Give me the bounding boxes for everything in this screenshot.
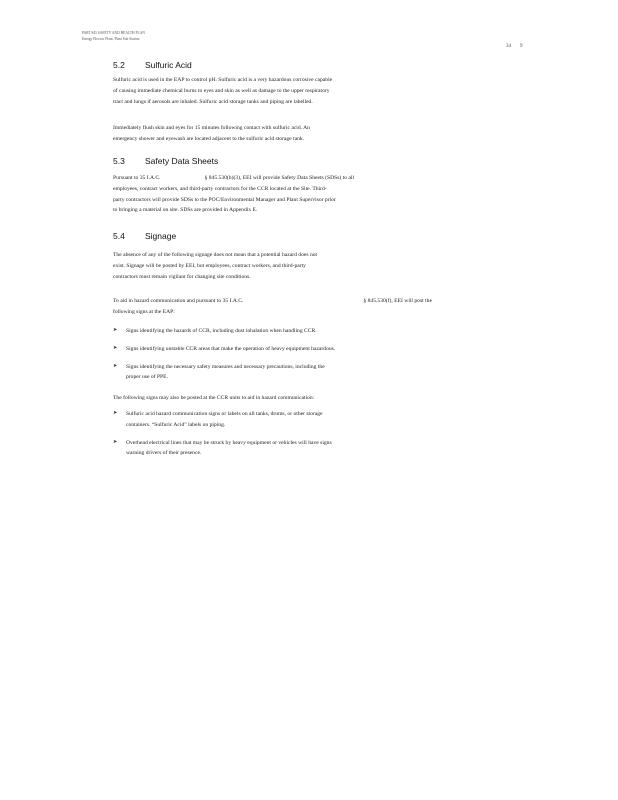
section-heading-5-2: [113, 60, 192, 70]
text-line: [113, 173, 383, 184]
header-title: PART 845 SAFETY AND HEALTH PLAN: [82, 31, 145, 35]
section-number: 5.4: [113, 231, 125, 241]
page-number: [506, 44, 532, 49]
bullet-icon: ➤: [113, 439, 118, 445]
section-heading-5-4: [113, 231, 176, 241]
page-number-value: 34: [506, 44, 511, 49]
section-title: Signage: [145, 231, 177, 241]
section-title: Sulfuric Acid: [145, 60, 192, 70]
bullet-icon: ➤: [113, 411, 118, 416]
text-line: Sulfuric acid hazard communication signs or labels on all tanks, drums, or other storage: [126, 411, 323, 417]
optional-signs-paragraph: [113, 393, 383, 404]
bullet-icon: ➤: [113, 328, 118, 333]
header-subtitle: Energy Electric Plant, Plant Site Station: [82, 36, 140, 41]
optional-signs-list: [113, 409, 332, 466]
section-title: Safety Data Sheets: [145, 156, 219, 166]
list-item: [113, 362, 335, 384]
bullet-icon: ➤: [113, 363, 118, 369]
signage-intro-paragraph: [113, 250, 383, 282]
sulfuric-acid-paragraph: [113, 75, 383, 107]
sds-paragraph: [113, 173, 383, 216]
page-number-total: 9: [520, 44, 523, 49]
citation-lead: Pursuant to 35 I.A.C.: [113, 175, 161, 181]
text-line: to bringing a material on site. SDSs are provided in Appendix E.: [113, 207, 258, 214]
text-line: Sulfuric acid is used in the EAP to control pH. Sulfuric acid is a very hazardous corrosive capable: [113, 77, 333, 83]
text-line: following signs at the EAP:: [113, 308, 175, 315]
required-signs-list: [113, 326, 335, 390]
running-header: [82, 31, 145, 42]
citation-ref: § 845.530(b)(3), EEI will provide Safety Data Sheets (SDSs) to all: [204, 175, 354, 181]
citation-lead: To aid in hazard communication and pursuant to 35 I.A.C.: [113, 298, 244, 304]
list-item: [113, 344, 335, 355]
text-line: Signs identifying unstable CCR areas that make the operation of heavy equipment hazardous.: [126, 345, 336, 352]
text-line: of causing immediate chemical burns to eyes and skin as well as damage to the upper respiratory: [113, 87, 330, 94]
text-line: tract and lungs if aerosols are inhaled. Sulfuric acid storage tanks and piping are labelled.: [113, 98, 313, 105]
text-line: Overhead electrical lines that may be struck by heavy equipment or vehicles will have signs: [126, 439, 332, 446]
text-line: [113, 296, 432, 307]
text-line: Signs identifying the hazards of CCR, including dust inhalation when handling CCR.: [126, 328, 317, 334]
section-number: 5.3: [113, 156, 125, 166]
list-item: [113, 438, 332, 460]
text-line: emergency shower and eyewash are located adjacent to the sulfuric acid storage tank.: [113, 135, 305, 142]
text-line: The absence of any of the following signage does not mean that a potential hazard does not: [113, 252, 318, 258]
text-line: employees, contract workers, and third-party contractors for the CCR located at the Site. Third-: [113, 185, 327, 192]
list-item: [113, 409, 332, 431]
hazard-communication-paragraph: [113, 296, 432, 318]
bullet-icon: ➤: [113, 345, 118, 351]
text-line: Immediately flush skin and eyes for 15 minutes following contact with sulfuric acid. An: [113, 125, 310, 131]
text-line: The following signs may also be posted at the CCR units to aid in hazard communication:: [113, 395, 315, 401]
text-line: party contractors will provide SDSs to the POC/Environmental Manager and Plant Supervisor prior: [113, 196, 336, 203]
first-aid-paragraph: [113, 123, 383, 145]
text-line: proper use of PPE.: [126, 374, 168, 381]
section-heading-5-3: [113, 156, 218, 166]
list-item: [113, 326, 335, 337]
section-number: 5.2: [113, 60, 125, 70]
text-line: warning drivers of their presence.: [126, 450, 202, 457]
citation-ref: § 845.530(f), EEI will post the: [363, 298, 432, 304]
text-line: contractors must remain vigilant for changing site conditions.: [113, 273, 251, 280]
text-line: Signs identifying the necessary safety measures and necessary precautions, including the: [126, 363, 325, 370]
text-line: containers. “Sulfuric Acid” labels on piping.: [126, 421, 226, 428]
text-line: exist. Signage will be posted by EEI, but employees, contract workers, and third-party: [113, 262, 306, 269]
